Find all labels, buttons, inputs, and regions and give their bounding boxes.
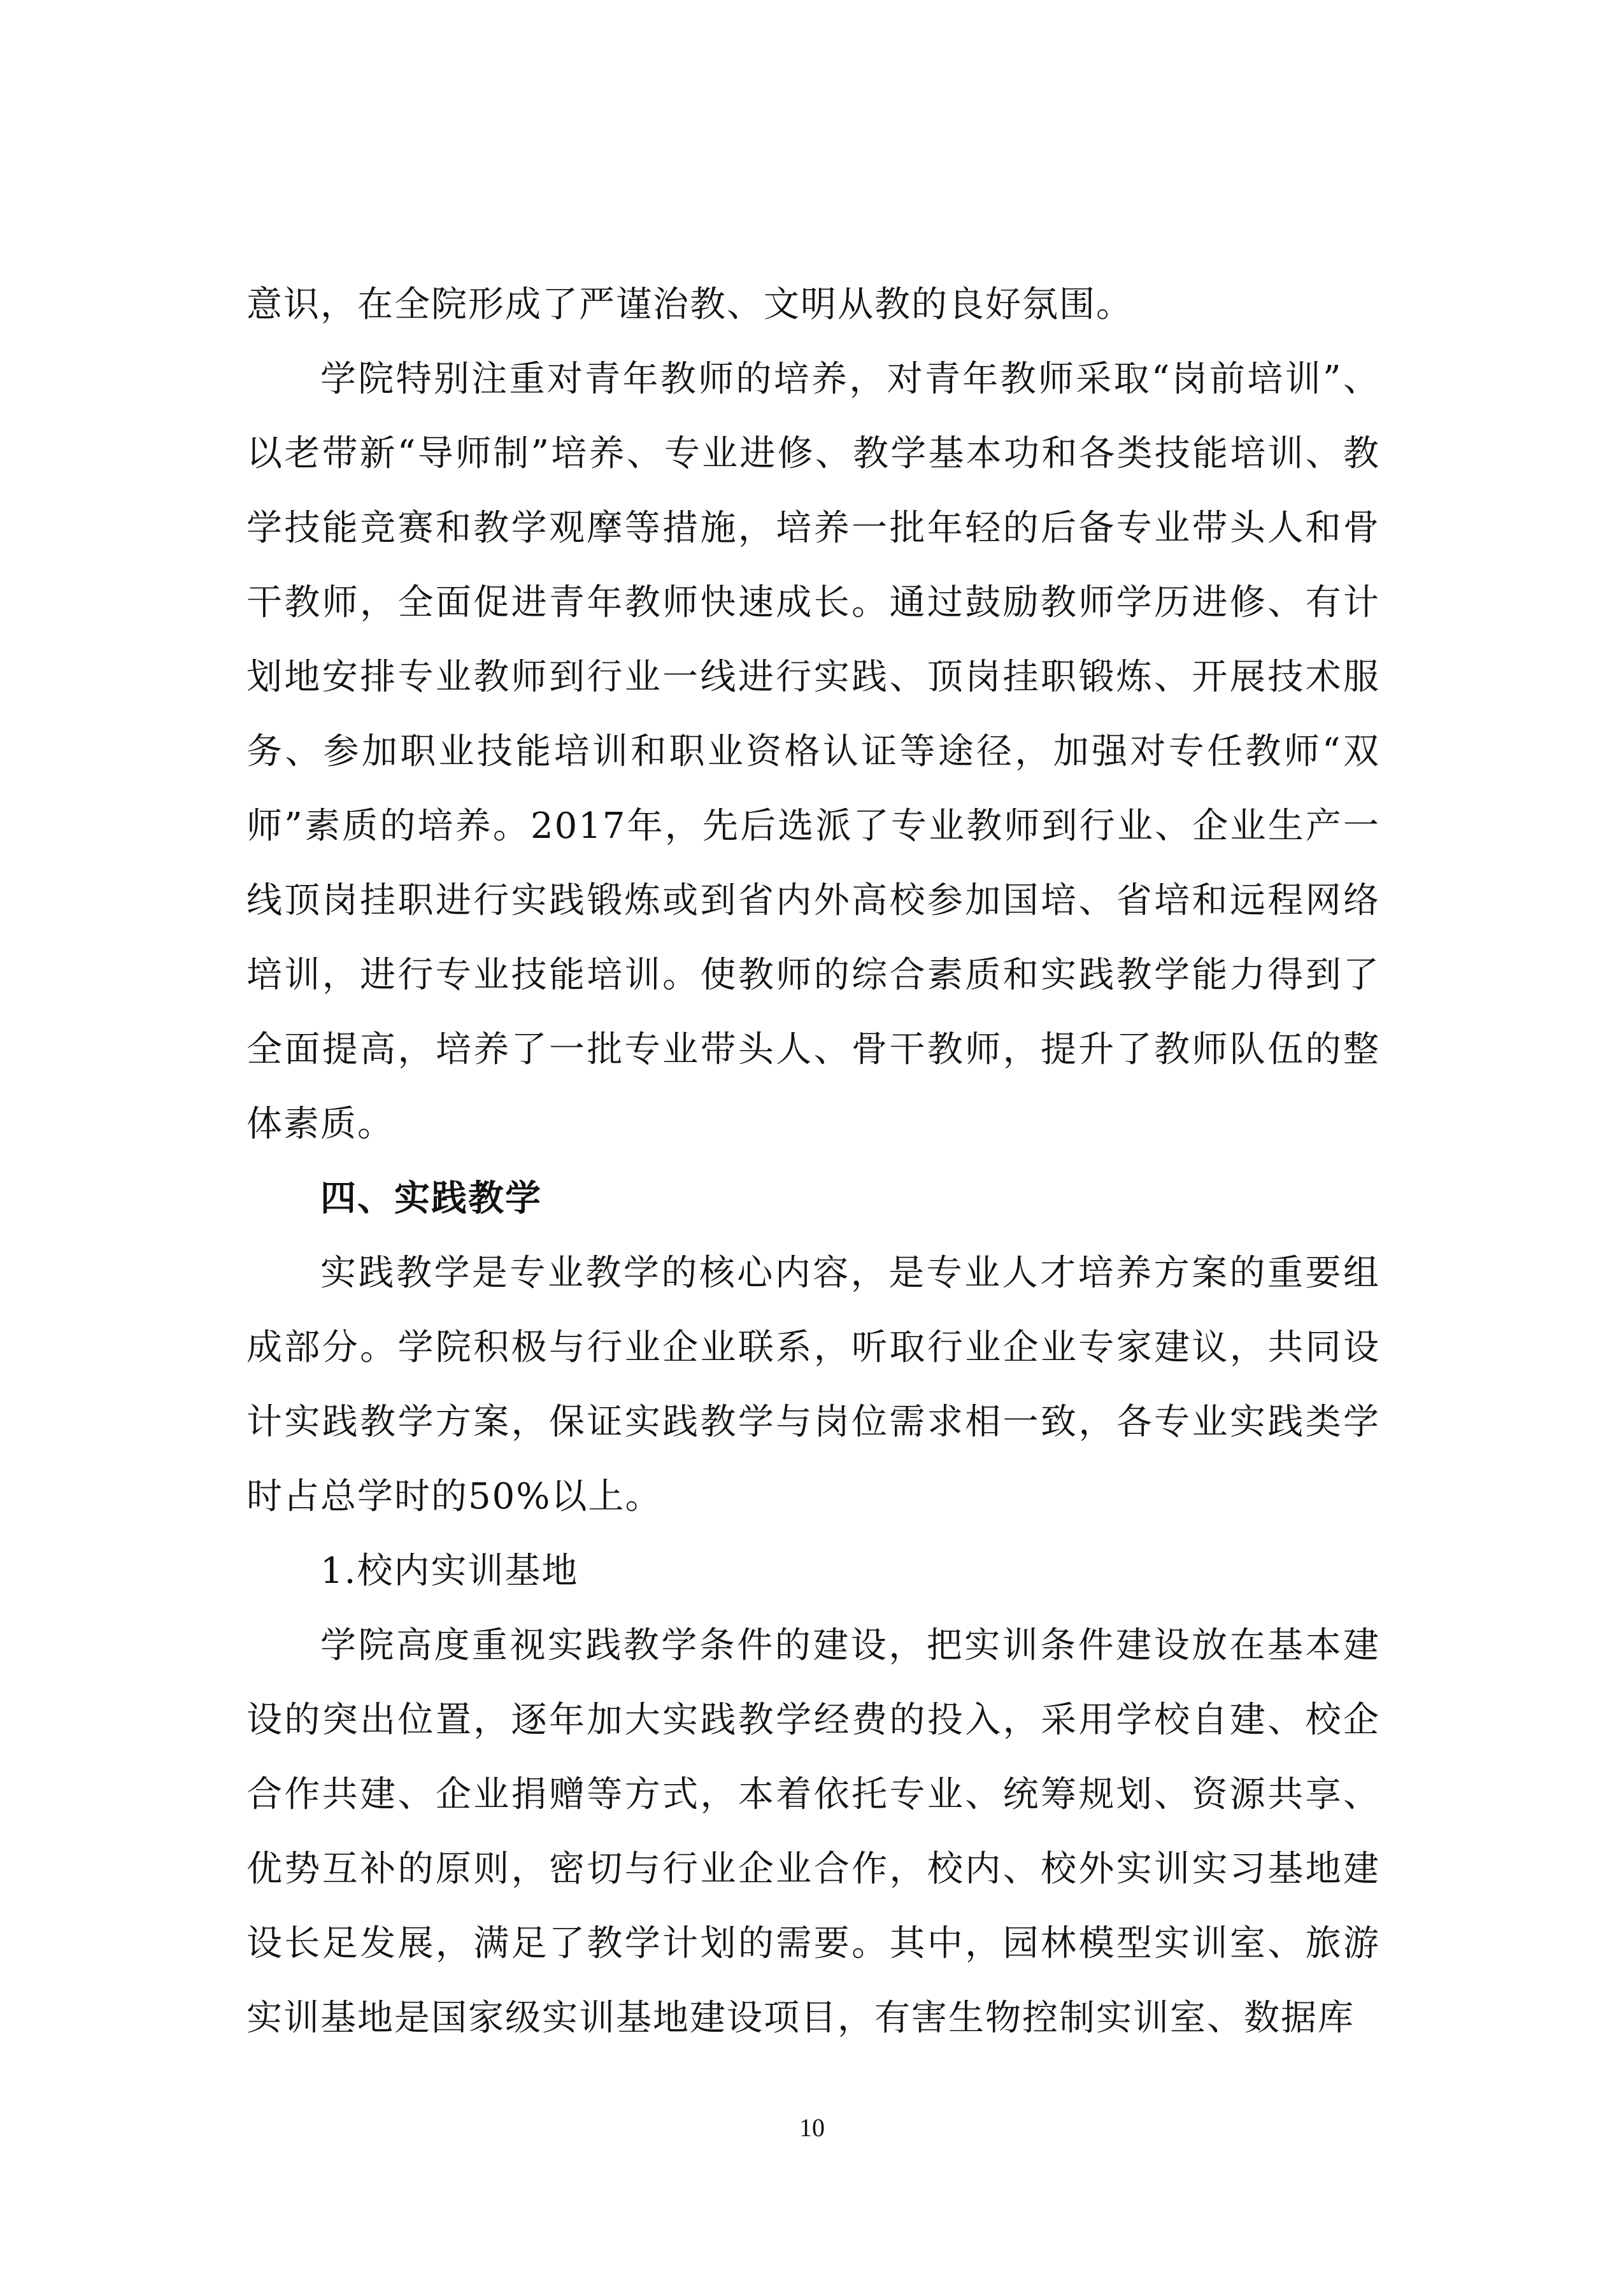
body-text: [246, 267, 1380, 2055]
page-number: 10: [799, 2113, 825, 2142]
paragraph-training-conditions: 学院高度重视实践教学条件的建设，把实训条件建设放在基本建设的突出位置，逐年加大实践教学经费的投入，采用学校自建、校企合作共建、企业捐赠等方式，本着依托专业、统筹规划、资源共享、优势互补的原则，密切与行业企业合作，校内、校外实训实习基地建设长足发展，满足了教学计划的需要。其中，园林模型实训室、旅游实训基地是国家级实训基地建设项目，有害生物控制实训室、数据库: [246, 1625, 1380, 2039]
paragraph-practice-teaching: 实践教学是专业教学的核心内容，是专业人才培养方案的重要组成部分。学院积极与行业企业联系，听取行业企业专家建议，共同设计实践教学方案，保证实践教学与岗位需求相一致，各专业实践类学时占总学时的50%以上。: [246, 1252, 1380, 1517]
paragraph-continuation: 意识，在全院形成了严谨治教、文明从教的良好氛围。: [246, 284, 1133, 325]
subsection-heading-campus-training-base: 1.校内实训基地: [320, 1550, 579, 1592]
paragraph-young-teacher-training: 学院特别注重对青年教师的培养，对青年教师采取“岗前培训”、以老带新“导师制”培养、专业进修、教学基本功和各类技能培训、教学技能竞赛和教学观摩等措施，培养一批年轻的后备专业带头人和骨干教师，全面促进青年教师快速成长。通过鼓励教师学历进修、有计划地安排专业教师到行业一线进行实践、顶岗挂职锻炼、开展技术服务、参加职业技能培训和职业资格认证等途径，加强对专任教师“双师”素质的培养。2017年，先后选派了专业教师到行业、企业生产一线顶岗挂职进行实践锻炼或到省内外高校参加国培、省培和远程网络培训，进行专业技能培训。使教师的综合素质和实践教学能力得到了全面提高，培养了一批专业带头人、骨干教师，提升了教师队伍的整体素质。: [246, 358, 1380, 1145]
section-heading-practice-teaching: 四、实践教学: [320, 1177, 542, 1219]
